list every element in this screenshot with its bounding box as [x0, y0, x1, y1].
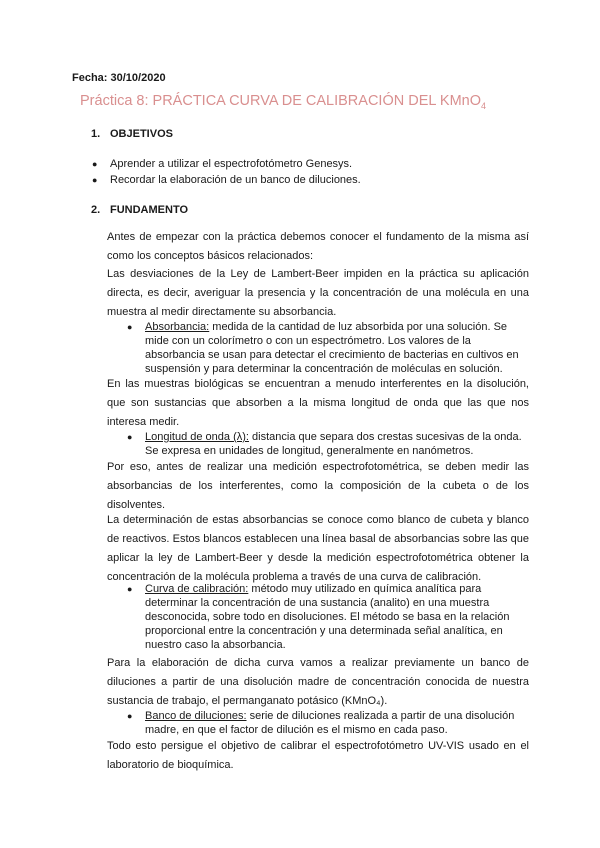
term-curva-calibracion: Curva de calibración: [145, 583, 249, 595]
definition-text: distancia que separa dos crestas sucesivas de la onda. Se expresa en unidades de longitud, generalmente en nanómetros. [145, 431, 522, 457]
section-number: 2. [91, 204, 101, 216]
section-title: OBJETIVOS [110, 128, 173, 140]
bullet-icon: ● [127, 584, 133, 594]
definition-text: medida de la cantidad de luz absorbida por una solución. Se mide con un colorímetro o con un espectrómetro. Los valores de la absorbancia se usan para detectar el crecimiento de bacterias en cultivos en suspensión y para determinar la concentración de moléculas en solución. [145, 321, 519, 375]
paragraph-interferentes: En las muestras biológicas se encuentran a menudo interferentes en la disolución, que son sustancias que absorben a la misma longitud de onda que las que nos interesa medir. [107, 378, 529, 428]
page-title [80, 93, 486, 111]
list-item-text: Aprender a utilizar el espectrofotómetro Genesys. [110, 158, 353, 170]
bullet-icon: ● [127, 711, 133, 721]
paragraph-intro: Antes de empezar con la práctica debemos conocer el fundamento de la misma así como los conceptos básicos relacionados: [107, 231, 529, 262]
section-heading-fundamento [91, 204, 188, 216]
bullet-icon: ● [127, 322, 133, 332]
section-number: 1. [91, 128, 101, 140]
definition-longitud-onda [127, 430, 527, 458]
paragraph-objetivo-final: Todo esto persigue el objetivo de calibrar el espectrofotómetro UV-VIS usado en el laboratorio de bioquímica. [107, 740, 529, 771]
section-heading-objetivos [91, 128, 173, 140]
paragraph-lambert-beer: Las desviaciones de la Ley de Lambert-Beer impiden en la práctica su aplicación directa, es decir, averiguar la presencia y la concentración de una molécula en una muestra al medir directamente su absorbancia. [107, 268, 529, 318]
definition-text: serie de diluciones realizada a partir de una disolución madre, en que el factor de dilución es el mismo en cada paso. [145, 710, 515, 736]
bullet-icon: ● [92, 175, 98, 185]
paragraph-banco-diluciones: Para la elaboración de dicha curva vamos a realizar previamente un banco de diluciones a partir de una disolución madre de concentración conocida de nuestra sustancia de trabajo, el permanganato potásico (KMnO₄). [107, 657, 529, 707]
definition-text: método muy utilizado en química analítica para determinar la concentración de una sustancia (analito) en una muestra desconocida, sobre todo en disoluciones. El método se basa en la relación proporcional entre la concentración y una determinada señal analítica, en nuestro caso la absorbancia. [145, 583, 510, 651]
term-absorbancia: Absorbancia: [145, 321, 210, 333]
list-item [92, 174, 361, 186]
definition-banco-diluciones [127, 709, 527, 737]
paragraph-medicion: Por eso, antes de realizar una medición espectrofotométrica, se deben medir las absorbancias de los interferentes, como la composición de la cubeta o de los disolventes. [107, 461, 529, 511]
bullet-icon: ● [127, 432, 133, 442]
term-longitud-onda: Longitud de onda (λ): [145, 431, 249, 443]
title-text: Práctica 8: PRÁCTICA CURVA DE CALIBRACIÓN DEL KMnO [80, 93, 482, 109]
section-title: FUNDAMENTO [110, 204, 189, 216]
bullet-icon: ● [92, 159, 98, 169]
paragraph-blancos: La determinación de estas absorbancias se conoce como blanco de cubeta y blanco de reactivos. Estos blancos establecen una línea basal de absorbancias sobre las que aplicar la ley de Lambert-Beer y desde la medición espectrofotométrica obtener la concentración de la molécula problema a través de una curva de calibración. [107, 514, 529, 583]
list-item-text: Recordar la elaboración de un banco de diluciones. [110, 174, 361, 186]
definition-curva-calibracion [127, 582, 527, 652]
list-item [92, 158, 352, 170]
date-line: Fecha: 30/10/2020 [72, 72, 166, 84]
definition-absorbancia [127, 320, 527, 376]
term-banco-diluciones: Banco de diluciones: [145, 710, 247, 722]
title-subscript: 4 [481, 100, 487, 111]
